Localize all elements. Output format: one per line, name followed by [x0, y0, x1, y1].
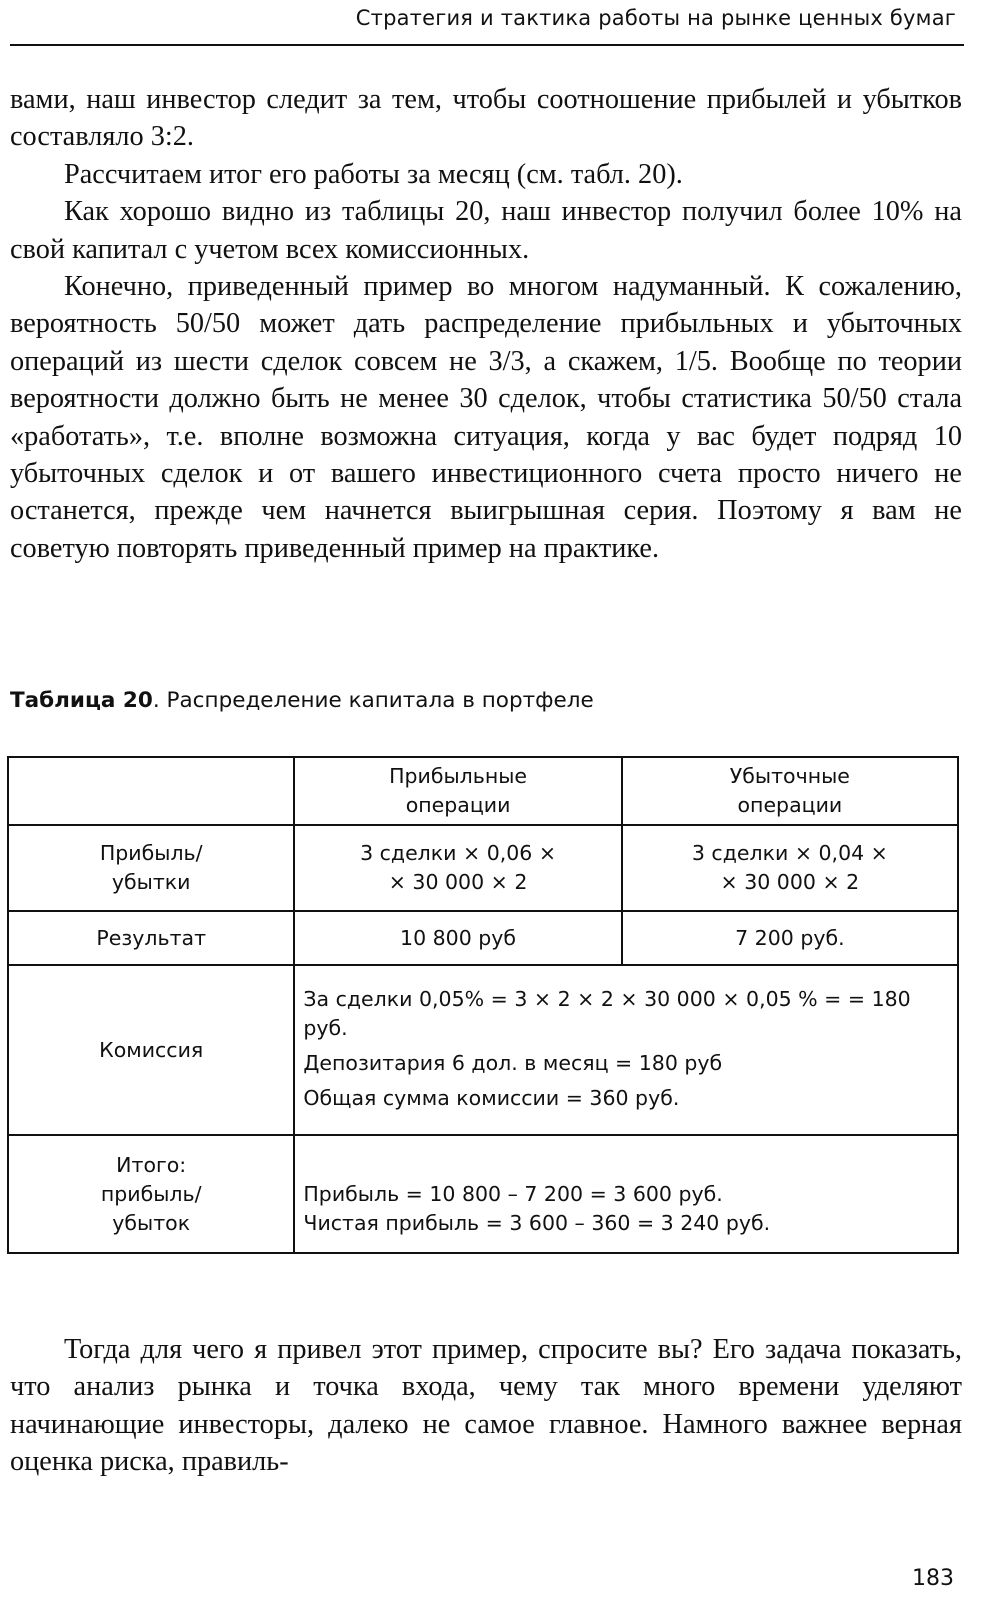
table-caption-separator: .	[152, 688, 160, 713]
table-row-pnl	[8, 825, 958, 911]
cell-line: × 30 000 × 2	[388, 870, 528, 894]
cell-commission-details	[294, 965, 958, 1135]
body-text-top	[10, 81, 962, 567]
header-line: Прибыльные	[389, 764, 528, 788]
paragraph: Как хорошо видно из таблицы 20, наш инвестор получил более 10% на свой капитал с учетом всех комиссионных.	[10, 196, 962, 265]
table-row-total	[8, 1135, 958, 1253]
header-loss-ops	[622, 757, 958, 825]
commission-line: За сделки 0,05% = 3 × 2 × 2 × 30 000 × 0,05 % = = 180 руб.	[303, 986, 911, 1040]
cell-pnl-loss	[622, 825, 958, 911]
paragraph: Рассчитаем итог его работы за месяц (см. табл. 20).	[64, 158, 683, 190]
cell-result-loss: 7 200 руб.	[622, 911, 958, 965]
paragraph: вами, наш инвестор следит за тем, чтобы соотношение прибылей и убытков составляло 3:2.	[10, 84, 962, 153]
commission-line: Депозитария 6 дол. в месяц = 180 руб	[303, 1050, 723, 1075]
header-line: операции	[737, 793, 843, 817]
table-row-commission	[8, 965, 958, 1135]
row-label-line: убытки	[111, 870, 191, 894]
row-label-commission: Комиссия	[8, 965, 294, 1135]
running-header: Стратегия и тактика работы на рынке ценных бумаг	[355, 6, 956, 30]
paragraph: Тогда для чего я привел этот пример, спросите вы? Его задача показать, что анализ рынка и точка входа, чему так много времени уделяют начинающие инвесторы, далеко не самое главное. Намного важнее верная оценка риска, правиль-	[10, 1334, 962, 1478]
cell-line: 3 сделки × 0,04 ×	[691, 841, 888, 865]
header-profit-ops	[294, 757, 621, 825]
cell-line: 3 сделки × 0,06 ×	[360, 841, 557, 865]
row-label-result: Результат	[8, 911, 294, 965]
body-text-bottom	[10, 1331, 962, 1481]
commission-line: Общая сумма комиссии = 360 руб.	[303, 1085, 680, 1110]
table-caption-label: Таблица 20	[10, 688, 153, 713]
page-number: 183	[912, 1566, 954, 1591]
cell-line: × 30 000 × 2	[720, 870, 860, 894]
paragraph: Конечно, приведенный пример во многом надуманный. К сожалению, вероятность 50/50 может дать распределение прибыльных и убыточных операций из шести сделок совсем не 3/3, а скажем, 1/5. Вообще по теории вероятности должно быть не менее 30 сделок, чтобы статистика 50/50 стала «работать», т.е. вполне возможна ситуация, когда у вас будет подряд 10 убыточных сделок и от вашего инвестиционного счета просто ничего не останется, прежде чем начнется выигрышная серия. Поэтому я вам не советую повторять приведенный пример на практике.	[10, 271, 962, 564]
row-label-line: прибыль/	[100, 1181, 202, 1206]
total-line: Прибыль = 10 800 – 7 200 = 3 600 руб.	[303, 1182, 723, 1206]
header-line: операции	[405, 793, 511, 817]
row-label-line: Прибыль/	[99, 841, 203, 865]
cell-pnl-profit	[294, 825, 621, 911]
capital-distribution-table	[7, 756, 959, 1254]
total-line: Чистая прибыль = 3 600 – 360 = 3 240 руб.	[303, 1211, 771, 1235]
cell-result-profit: 10 800 руб	[294, 911, 621, 965]
table-header-row	[8, 757, 958, 825]
row-label-pnl	[8, 825, 294, 911]
cell-total-details	[294, 1135, 958, 1253]
row-label-total	[8, 1135, 294, 1253]
table-row-result	[8, 911, 958, 965]
header-corner-cell	[8, 757, 294, 825]
header-line: Убыточные	[729, 764, 850, 788]
header-rule	[10, 44, 964, 46]
row-label-line: Итого:	[116, 1152, 187, 1177]
table-caption	[10, 688, 594, 713]
row-label-line: убыток	[112, 1210, 191, 1235]
table-caption-title: Распределение капитала в портфеле	[166, 688, 594, 713]
